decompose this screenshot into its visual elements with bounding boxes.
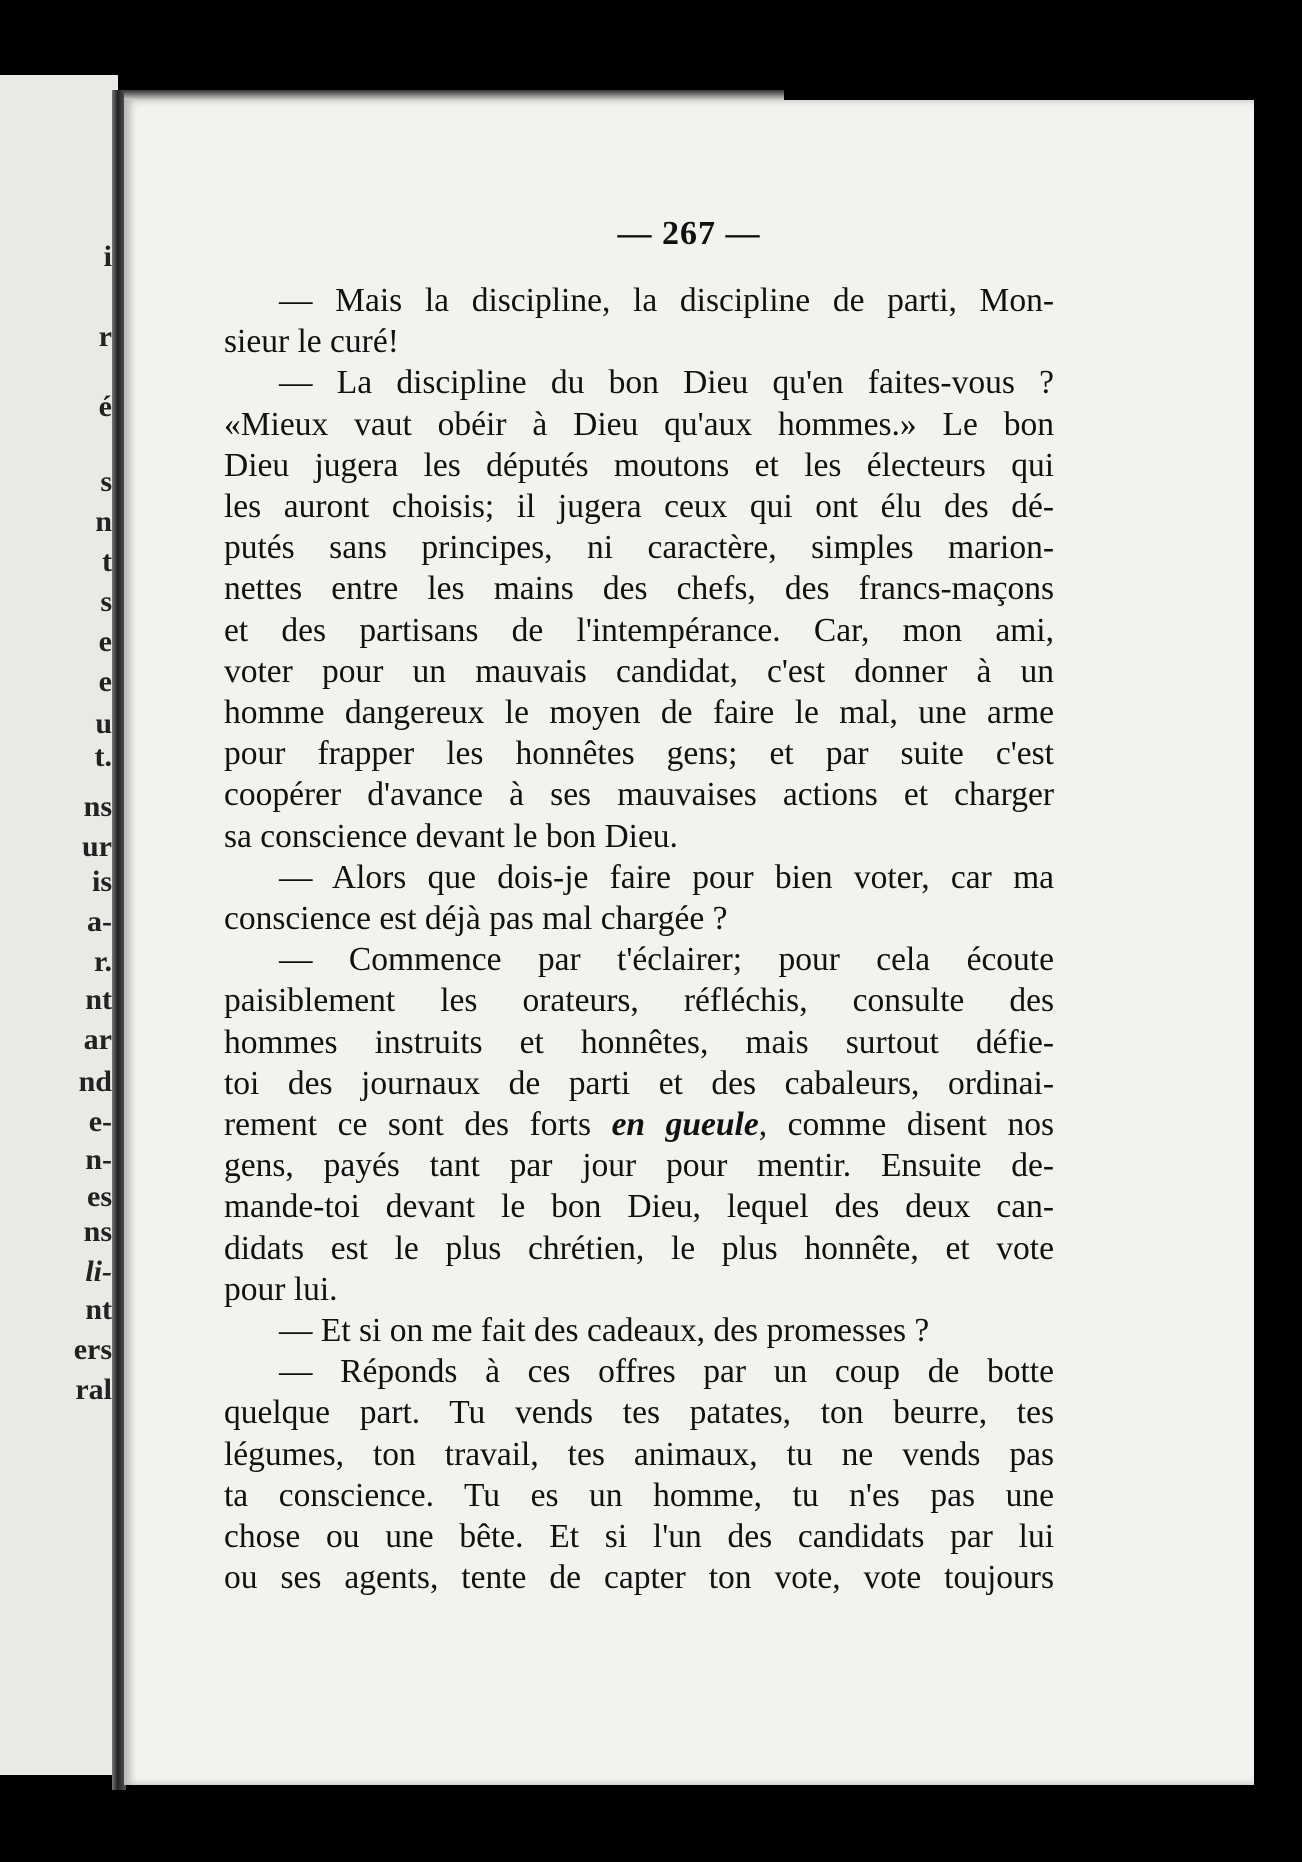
left-page-fragment: ral: [75, 1373, 112, 1406]
left-page-fragment: é: [98, 390, 112, 423]
text-line: — Commence par t'éclairer; pour cela écoute: [279, 941, 1054, 979]
text-line: sieur le curé!: [224, 323, 399, 361]
text-line: — La discipline du bon Dieu qu'en faites-vous ?: [279, 364, 1054, 402]
left-page-fragment: nt: [85, 1293, 112, 1326]
text-line: didats est le plus chrétien, le plus honnête, et vote: [224, 1229, 1054, 1267]
left-page-fragment: e: [98, 625, 112, 658]
left-page-fragment: ar: [83, 1023, 112, 1056]
text-line: paisiblement les orateurs, réfléchis, consulte des: [224, 982, 1054, 1020]
left-page-fragment: s: [100, 585, 112, 618]
left-page-fragment: li-: [85, 1255, 112, 1288]
text-line: conscience est déjà pas mal chargée ?: [224, 900, 728, 938]
text-segment: rement ce sont des forts: [224, 1106, 612, 1144]
left-page-fragment: nt: [85, 983, 112, 1016]
page-number: — 267 —: [617, 215, 761, 252]
text-segment: , comme disent nos: [758, 1106, 1054, 1144]
left-page-fragment: s: [100, 465, 112, 498]
left-page-fragment: r: [98, 320, 112, 353]
left-page-fragment: n-: [85, 1143, 112, 1176]
text-line: — Réponds à ces offres par un coup de botte: [279, 1353, 1054, 1391]
left-page-fragment: ns: [83, 790, 112, 823]
left-page-fragment: n: [95, 505, 112, 538]
left-page-fragment: nd: [78, 1065, 112, 1098]
text-line: nettes entre les mains des chefs, des francs-maçons: [224, 570, 1054, 608]
left-page-fragment: ers: [73, 1333, 112, 1366]
left-page-fragment: ur: [82, 830, 112, 863]
left-page-fragment: ns: [83, 1215, 112, 1248]
text-line: et des partisans de l'intempérance. Car, mon ami,: [224, 611, 1054, 649]
text-line: putés sans principes, ni caractère, simples marion-: [224, 529, 1054, 567]
left-page-fragment: e: [98, 665, 112, 698]
text-line: chose ou une bête. Et si l'un des candidats par lui: [224, 1518, 1054, 1556]
body-text: [224, 280, 1054, 1599]
text-line: hommes instruits et honnêtes, mais surtout défie-: [224, 1023, 1054, 1061]
text-line: gens, payés tant par jour pour mentir. Ensuite de-: [224, 1147, 1054, 1185]
text-line: quelque part. Tu vends tes patates, ton beurre, tes: [224, 1394, 1054, 1432]
text-line: ou ses agents, tente de capter ton vote, vote toujours: [224, 1559, 1054, 1597]
left-page-fragment: r.: [93, 945, 112, 978]
text-line: coopérer d'avance à ses mauvaises actions et charger: [224, 776, 1054, 814]
text-line: homme dangereux le moyen de faire le mal, une arme: [224, 694, 1054, 732]
italic-phrase: en gueule: [611, 1106, 759, 1144]
text-line: «Mieux vaut obéir à Dieu qu'aux hommes.» Le bon: [224, 405, 1054, 443]
text-line: sa conscience devant le bon Dieu.: [224, 817, 678, 855]
text-line: voter pour un mauvais candidat, c'est donner à un: [224, 652, 1054, 690]
text-line: les auront choisis; il jugera ceux qui ont élu des dé-: [224, 488, 1054, 526]
left-page-fragment: t: [102, 545, 112, 578]
text-line: — Mais la discipline, la discipline de parti, Mon-: [279, 282, 1054, 319]
left-page-fragment: t.: [94, 740, 112, 773]
left-page-fragment: u: [95, 707, 112, 740]
text-line: — Et si on me fait des cadeaux, des promesses ?: [279, 1312, 930, 1350]
text-line: toi des journaux de parti et des cabaleurs, ordinai-: [224, 1064, 1054, 1102]
left-page-fragment: e-: [88, 1105, 112, 1138]
left-page-fragment: i: [103, 240, 112, 273]
text-line: légumes, ton travail, tes animaux, tu ne vends pas: [224, 1435, 1054, 1473]
text-line: Dieu jugera les députés moutons et les électeurs qui: [224, 446, 1054, 484]
text-line: — Alors que dois-je faire pour bien voter, car ma: [279, 858, 1054, 896]
text-line: pour lui.: [224, 1270, 338, 1308]
text-line: mande-toi devant le bon Dieu, lequel des deux can-: [224, 1188, 1054, 1226]
book-page: [124, 100, 1254, 1785]
text-line: pour frapper les honnêtes gens; et par suite c'est: [224, 735, 1054, 773]
text-line: ta conscience. Tu es un homme, tu n'es pas une: [224, 1476, 1054, 1514]
left-page-fragment: is: [91, 865, 112, 898]
left-page-edge: [0, 75, 118, 1775]
text-line: [224, 1104, 1054, 1145]
left-page-fragment: es: [87, 1180, 112, 1213]
left-page-fragment: a-: [87, 905, 112, 938]
